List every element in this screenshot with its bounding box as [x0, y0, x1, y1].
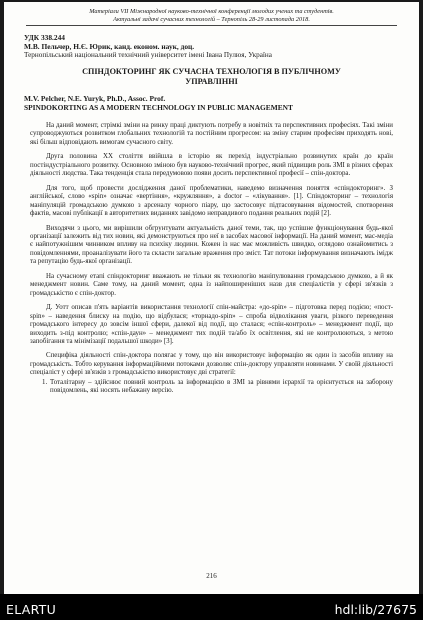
document-page	[4, 2, 419, 594]
body-paragraph: На даний момент, стрімкі зміни на ринку праці диктують потребу в новітніх та перспективних професіях. Такі зміни супроводжуються розвитком глобальних технологій та постійним прогресом: на зміну старим професіям приходять нові, які більш відповідають вимогам сучасного світу.	[30, 122, 393, 146]
conference-header	[26, 8, 397, 26]
authors-english: M.V. Pelcher, N.E. Yuryk, Ph.D., Assoc. Prof.	[24, 94, 166, 103]
handle-identifier: hdl:lib/27675	[334, 602, 417, 617]
paper-title-english: SPINDOKORTING AS A MODERN TECHNOLOGY IN PUBLIC MANAGEMENT	[24, 103, 293, 112]
conference-header-line-2: Актуальні задачі сучасних технологій – Тернопіль 28-29 листопада 2018.	[113, 16, 310, 23]
paper-title-ukrainian: СПІНДОКТОРИНГ ЯК СУЧАСНА ТЕХНОЛОГІЯ В ПУБЛІЧНОМУ УПРАВЛІННІ	[82, 67, 341, 86]
body-paragraph: Для того, щоб провести дослідження даної проблематики, наведемо визначення поняття «спіндокторинг». З англійської, слово «spin» означає «вертіння», «кружляння», а doctor – «лікування». [1]. Спіндокторинг – технологія маніпуляцій громадською думкою з арсеналу чорного піару, що застосовує підтасовування відомостей, спотворення фактів, масові публікації в авторитетних виданнях завідомо неправдивого подання реальних подій [2].	[30, 184, 393, 218]
authors-ukrainian: М.В. Пельчер, Н.Є. Юрик, канд. економ. наук, доц.	[24, 42, 195, 51]
udk-code: УДК 338.244	[24, 33, 65, 42]
university-affiliation: Тернопільський національний технічний університет імені Івана Пулюя, Україна	[24, 51, 272, 59]
page-number: 216	[206, 572, 217, 580]
body-paragraph: Виходячи з цього, ми вирішили обгрунтувати актуальність даної теми, так, що успішне функціонування будь-якої організації залежить від тих новин, які демонструються про неї в засобах масової інформації. На даний момент, мас-медіа є найпотужнішим чинником впливу на психіку людини. Кожен із нас має можливість швидко, оглядово ознайомитись з повідомленнями, проаналізувати його та скласти загальне враження про зміст. Тат потоки інформування визначають імідж та репутацію будь-якої організації.	[30, 224, 393, 266]
repository-name: ELARTU	[6, 602, 57, 617]
body-paragraph: Друга половина ХХ століття ввійшла в історію як перехід індустріально розвинутих країн до країн постіндустріального розвитку. Основною зміною був науково-технічний прогрес, який підвищив роль ЗМІ в різних сферах діяльності людства. Така тенденція стала передумовою появи досить перспективної професії – спін-доктора.	[30, 153, 393, 178]
conference-header-line-1: Матеріали VII Міжнародної науково-технічної конференції молодих учених та студентів.	[89, 8, 334, 15]
body-paragraph: Специфіка діяльності спін-доктора полягає у тому, що він використовує інформацію як один із засобів впливу на громадськість. Тобто керування інформаційними потоками дозволяє спін-доктору управляти новинами. У своїй діяльності спеціаліст у сфері зв'язків з громадськістю використовує дві стратегії:	[30, 352, 393, 377]
body-paragraph: На сучасному етапі спіндокторинг вважають не тільки як технологію маніпулювання громадською думкою, а й як менеджмент новин. Саме тому, на даний момент, одна із найпоширеніших назв для спеціалістів у сфері зв'язків з громадськістю є спін-доктор.	[30, 272, 393, 297]
list-item: 1. Тоталітарну – здійснює повний контроль за інформацією в ЗМІ за рівнями ієрархії та орієнтується на заборону повідомлень, які носять небажану версію.	[42, 378, 393, 395]
body-paragraph: Д. Уотт описав п'ять варіантів використання технології спін-майстра: «до-spin» – підготовка перед подією; «пост-spin» – наведення блиску на подію, що відбулася; «торнадо-spin» – спроба відволікання уваги, різкого переведення громадського інтересу до зовсім іншої сфери, далекої від події, що сталася; «спін-контроль» – менеджмент події, що виходить з-під контролю; «спін-даун» – менеджмент тих подій та/або їх освітлення, які не контролюються, з метою запобігання та мінімізації подальшої шкоди» [3].	[30, 304, 393, 345]
repository-footer	[0, 594, 423, 620]
